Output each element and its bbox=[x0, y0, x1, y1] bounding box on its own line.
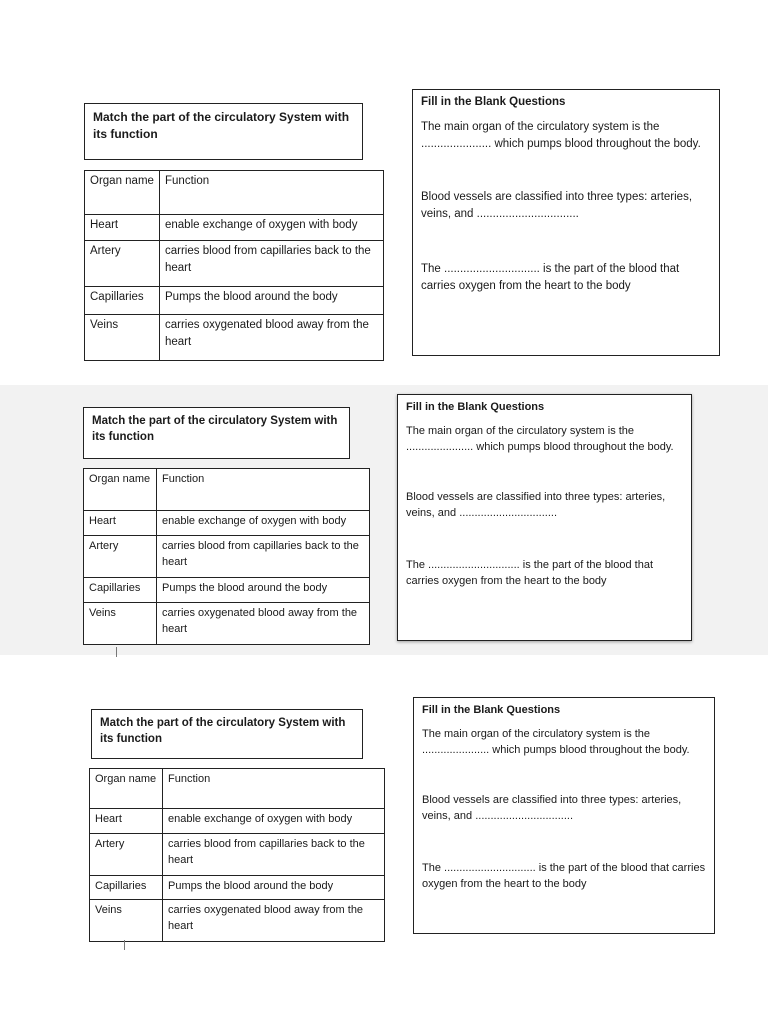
match-title: Match the part of the circulatory System with its function bbox=[83, 407, 350, 459]
function-cell: carries oxygenated blood away from the heart bbox=[160, 315, 384, 361]
function-cell: carries oxygenated blood away from the heart bbox=[163, 900, 385, 942]
table-row bbox=[90, 876, 385, 900]
table-row bbox=[85, 287, 384, 315]
function-cell: enable exchange of oxygen with body bbox=[160, 215, 384, 241]
question-2: Blood vessels are classified into three types: arteries, veins, and ................................ bbox=[422, 794, 682, 822]
table-row bbox=[90, 809, 385, 834]
function-cell: carries oxygenated blood away from the heart bbox=[157, 603, 370, 645]
match-title: Match the part of the circulatory System with its function bbox=[91, 709, 363, 759]
match-table bbox=[89, 768, 385, 942]
function-cell: Pumps the blood around the body bbox=[160, 287, 384, 315]
question-3: The .............................. is the part of the blood that carries oxygen from the heart to the body bbox=[422, 862, 706, 890]
question-2: Blood vessels are classified into three types: arteries, veins, and ................................ bbox=[421, 191, 693, 220]
table-header-row bbox=[90, 769, 385, 809]
fill-blank-box bbox=[413, 697, 715, 934]
question-3: The .............................. is the part of the blood that carries oxygen from the heart to the body bbox=[406, 559, 654, 587]
table-row bbox=[85, 241, 384, 287]
organ-cell: Artery bbox=[85, 241, 160, 287]
text-cursor-mark bbox=[116, 647, 117, 657]
worksheet-1 bbox=[0, 0, 768, 380]
function-cell: Pumps the blood around the body bbox=[157, 578, 370, 603]
organ-cell: Heart bbox=[90, 809, 163, 834]
organ-cell: Heart bbox=[84, 511, 157, 536]
question-1: The main organ of the circulatory system is the ...................... which pumps blood throughout the body. bbox=[421, 121, 701, 150]
header-organ-name: Organ name bbox=[84, 469, 157, 511]
organ-cell: Heart bbox=[85, 215, 160, 241]
question-3: The .............................. is the part of the blood that carries oxygen from the heart to the body bbox=[421, 263, 680, 292]
fill-blank-title: Fill in the Blank Questions bbox=[421, 96, 566, 108]
match-table bbox=[84, 170, 384, 361]
text-cursor-mark bbox=[124, 940, 125, 950]
function-cell: carries blood from capillaries back to the heart bbox=[160, 241, 384, 287]
organ-cell: Veins bbox=[84, 603, 157, 645]
header-organ-name: Organ name bbox=[90, 769, 163, 809]
table-header-row bbox=[84, 469, 370, 511]
table-row bbox=[84, 536, 370, 578]
table-row bbox=[84, 578, 370, 603]
function-cell: enable exchange of oxygen with body bbox=[163, 809, 385, 834]
question-2: Blood vessels are classified into three types: arteries, veins, and ................................ bbox=[406, 491, 666, 519]
header-function: Function bbox=[157, 469, 370, 511]
table-row bbox=[84, 603, 370, 645]
organ-cell: Veins bbox=[85, 315, 160, 361]
function-cell: carries blood from capillaries back to the heart bbox=[157, 536, 370, 578]
header-organ-name: Organ name bbox=[85, 171, 160, 215]
question-1: The main organ of the circulatory system is the ...................... which pumps blood throughout the body. bbox=[406, 425, 674, 453]
function-cell: carries blood from capillaries back to the heart bbox=[163, 834, 385, 876]
organ-cell: Capillaries bbox=[85, 287, 160, 315]
organ-cell: Capillaries bbox=[84, 578, 157, 603]
worksheet-3 bbox=[0, 690, 768, 990]
table-row bbox=[84, 511, 370, 536]
table-row bbox=[85, 315, 384, 361]
fill-blank-title: Fill in the Blank Questions bbox=[406, 401, 545, 413]
header-function: Function bbox=[163, 769, 385, 809]
organ-cell: Artery bbox=[84, 536, 157, 578]
fill-blank-title: Fill in the Blank Questions bbox=[422, 704, 561, 716]
table-header-row bbox=[85, 171, 384, 215]
function-cell: enable exchange of oxygen with body bbox=[157, 511, 370, 536]
worksheet-2 bbox=[0, 385, 768, 655]
organ-cell: Veins bbox=[90, 900, 163, 942]
organ-cell: Artery bbox=[90, 834, 163, 876]
table-row bbox=[90, 834, 385, 876]
question-1: The main organ of the circulatory system is the ...................... which pumps blood throughout the body. bbox=[422, 728, 690, 756]
header-function: Function bbox=[160, 171, 384, 215]
fill-blank-box bbox=[397, 394, 692, 641]
fill-blank-box bbox=[412, 89, 720, 356]
organ-cell: Capillaries bbox=[90, 876, 163, 900]
match-table bbox=[83, 468, 370, 645]
table-row bbox=[90, 900, 385, 942]
match-title: Match the part of the circulatory System with its function bbox=[84, 103, 363, 160]
table-row bbox=[85, 215, 384, 241]
function-cell: Pumps the blood around the body bbox=[163, 876, 385, 900]
